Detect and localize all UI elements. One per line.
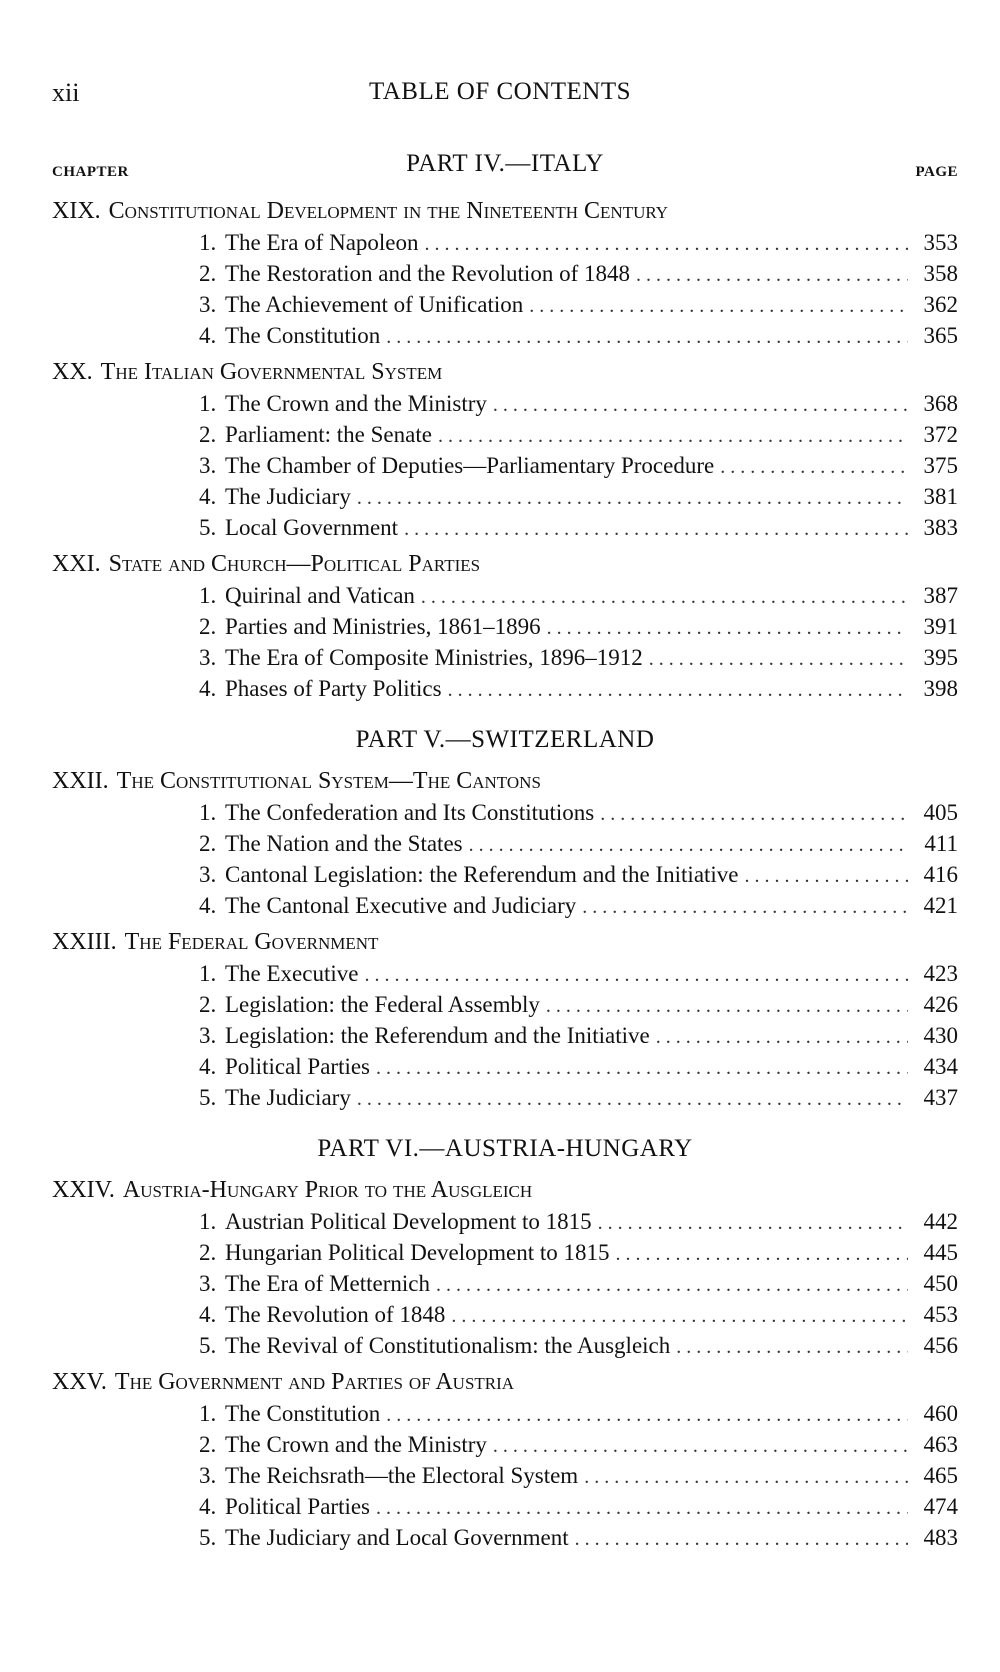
dot-leader — [357, 483, 908, 514]
chapter-number: XX. — [52, 359, 93, 385]
section-number: 2. — [199, 831, 217, 856]
section-page-number: 362 — [923, 292, 958, 317]
chapter-column-label: CHAPTER — [52, 164, 129, 180]
section-number: 1. — [199, 1401, 217, 1426]
chapter-heading — [52, 549, 958, 580]
section-number: 3. — [199, 292, 217, 317]
section-page-number: 353 — [923, 230, 958, 255]
section-page-number: 391 — [923, 614, 958, 639]
dot-leader — [745, 861, 908, 892]
part-title: PART VI.—AUSTRIA-HUNGARY — [317, 1135, 693, 1162]
dot-leader — [598, 1208, 908, 1239]
chapter-entry — [52, 357, 958, 543]
chapter-heading — [52, 196, 958, 227]
section-entry — [199, 1398, 958, 1429]
section-entry — [199, 958, 958, 989]
dot-leader — [436, 1270, 908, 1301]
dot-leader — [600, 799, 908, 830]
section-page-number: 358 — [923, 261, 958, 286]
section-entry — [199, 1491, 958, 1522]
section-title: Parliament: the Senate — [225, 422, 432, 447]
dot-leader — [493, 1431, 908, 1462]
dot-leader — [676, 1332, 908, 1363]
section-title: Austrian Political Development to 1815 — [225, 1209, 592, 1234]
section-title: The Judiciary — [225, 484, 351, 509]
section-number: 4. — [199, 323, 217, 348]
section-title: The Judiciary and Local Government — [225, 1525, 569, 1550]
column-header — [52, 150, 958, 190]
section-page-number: 368 — [923, 391, 958, 416]
section-title: Cantonal Legislation: the Referendum and the Initiative — [225, 862, 739, 887]
section-title: The Chamber of Deputies—Parliamentary Procedure — [225, 453, 715, 478]
chapter-number: XXV. — [52, 1369, 107, 1395]
section-title: The Reichsrath—the Electoral System — [225, 1463, 579, 1488]
section-number: 1. — [199, 230, 217, 255]
section-number: 4. — [199, 1494, 217, 1519]
section-page-number: 395 — [923, 645, 958, 670]
section-title: Legislation: the Referendum and the Initiative — [225, 1023, 650, 1048]
section-number: 2. — [199, 1240, 217, 1265]
chapter-entry — [52, 1175, 958, 1361]
section-title: The Achievement of Unification — [225, 292, 524, 317]
dot-leader — [582, 892, 908, 923]
section-entry — [199, 611, 958, 642]
section-page-number: 383 — [923, 515, 958, 540]
section-page-number: 375 — [923, 453, 958, 478]
section-page-number: 405 — [923, 800, 958, 825]
dot-leader — [438, 421, 908, 452]
dot-leader — [357, 1084, 908, 1115]
section-title: Phases of Party Politics — [225, 676, 442, 701]
chapter-title: Constitutional Development in the Nineteenth Century — [108, 198, 669, 224]
chapter-heading — [52, 927, 958, 958]
section-number: 2. — [199, 992, 217, 1017]
section-entry — [199, 450, 958, 481]
dot-leader — [546, 991, 908, 1022]
dot-leader — [421, 582, 908, 613]
section-page-number: 442 — [923, 1209, 958, 1234]
section-number: 2. — [199, 614, 217, 639]
section-title: The Restoration and the Revolution of 1848 — [225, 261, 630, 286]
chapter-number: XXI. — [52, 551, 101, 577]
section-number: 1. — [199, 961, 217, 986]
section-entry — [199, 673, 958, 704]
chapter-title: The Government and Parties of Austria — [114, 1369, 515, 1395]
dot-leader — [451, 1301, 908, 1332]
section-entry — [199, 258, 958, 289]
section-number: 4. — [199, 484, 217, 509]
section-page-number: 453 — [923, 1302, 958, 1327]
chapter-title: The Constitutional System—The Cantons — [116, 768, 541, 794]
section-entry — [199, 642, 958, 673]
chapter-number: XXIV. — [52, 1177, 115, 1203]
section-page-number: 398 — [923, 676, 958, 701]
chapter-heading — [52, 766, 958, 797]
part-title: PART V.—SWITZERLAND — [355, 726, 655, 753]
section-page-number: 437 — [923, 1085, 958, 1110]
chapter-entry — [52, 196, 958, 351]
section-number: 1. — [199, 391, 217, 416]
chapter-entry — [52, 766, 958, 921]
section-title: The Cantonal Executive and Judiciary — [225, 893, 577, 918]
section-entry — [199, 1299, 958, 1330]
dot-leader — [376, 1493, 908, 1524]
section-number: 4. — [199, 1054, 217, 1079]
dot-leader — [493, 390, 908, 421]
section-entry — [199, 1268, 958, 1299]
section-page-number: 372 — [923, 422, 958, 447]
section-entry — [199, 580, 958, 611]
dot-leader — [404, 514, 908, 545]
section-title: The Crown and the Ministry — [225, 1432, 487, 1457]
dot-leader — [636, 260, 908, 291]
dot-leader — [529, 291, 908, 322]
section-title: Parties and Ministries, 1861–1896 — [225, 614, 541, 639]
section-page-number: 483 — [923, 1525, 958, 1550]
section-page-number: 411 — [924, 831, 958, 856]
section-title: The Era of Napoleon — [225, 230, 419, 255]
table-of-contents — [52, 196, 958, 1553]
section-title: The Crown and the Ministry — [225, 391, 487, 416]
section-entry — [199, 1082, 958, 1113]
section-title: The Revival of Constitutionalism: the Ausgleich — [225, 1333, 671, 1358]
dot-leader — [575, 1524, 908, 1555]
section-entry — [199, 289, 958, 320]
section-title: The Era of Metternich — [225, 1271, 430, 1296]
section-number: 3. — [199, 862, 217, 887]
section-number: 2. — [199, 422, 217, 447]
section-page-number: 430 — [923, 1023, 958, 1048]
chapter-title: State and Church—Political Parties — [108, 551, 481, 577]
section-number: 4. — [199, 1302, 217, 1327]
section-entry — [199, 890, 958, 921]
dot-leader — [386, 1400, 908, 1431]
section-entry — [199, 1522, 958, 1553]
section-entry — [199, 1330, 958, 1361]
chapter-title: The Italian Governmental System — [100, 359, 443, 385]
section-number: 3. — [199, 1023, 217, 1048]
section-number: 3. — [199, 453, 217, 478]
section-number: 5. — [199, 1085, 217, 1110]
section-number: 3. — [199, 1463, 217, 1488]
section-entry — [199, 320, 958, 351]
section-entry — [199, 797, 958, 828]
dot-leader — [584, 1462, 908, 1493]
section-title: Legislation: the Federal Assembly — [225, 992, 540, 1017]
section-title: Local Government — [225, 515, 399, 540]
section-page-number: 465 — [923, 1463, 958, 1488]
section-number: 5. — [199, 1525, 217, 1550]
dot-leader — [469, 830, 908, 861]
chapter-heading — [52, 1175, 958, 1206]
section-title: Hungarian Political Development to 1815 — [225, 1240, 610, 1265]
section-title: The Nation and the States — [225, 831, 463, 856]
chapter-entry — [52, 549, 958, 704]
section-number: 4. — [199, 893, 217, 918]
chapter-entry — [52, 1367, 958, 1553]
section-number: 2. — [199, 261, 217, 286]
section-entry — [199, 828, 958, 859]
section-page-number: 365 — [923, 323, 958, 348]
section-page-number: 456 — [923, 1333, 958, 1358]
dot-leader — [616, 1239, 908, 1270]
chapter-entry — [52, 927, 958, 1113]
section-title: Quirinal and Vatican — [225, 583, 415, 608]
running-head — [52, 78, 948, 118]
section-number: 3. — [199, 1271, 217, 1296]
section-page-number: 474 — [923, 1494, 958, 1519]
page-title: TABLE OF CONTENTS — [368, 78, 632, 105]
section-number: 1. — [199, 1209, 217, 1234]
section-entry — [199, 1460, 958, 1491]
part-title: PART IV.—ITALY — [406, 150, 604, 177]
section-title: The Judiciary — [225, 1085, 351, 1110]
dot-leader — [425, 229, 908, 260]
section-entry — [199, 388, 958, 419]
dot-leader — [547, 613, 908, 644]
section-page-number: 421 — [923, 893, 958, 918]
section-entry — [199, 859, 958, 890]
section-title: Political Parties — [225, 1494, 371, 1519]
section-title: The Executive — [225, 961, 359, 986]
section-page-number: 381 — [923, 484, 958, 509]
dot-leader — [386, 322, 908, 353]
section-entry — [199, 989, 958, 1020]
chapter-title: Austria-Hungary Prior to the Ausgleich — [122, 1177, 533, 1203]
chapter-number: XIX. — [52, 198, 101, 224]
section-page-number: 434 — [923, 1054, 958, 1079]
section-number: 2. — [199, 1432, 217, 1457]
chapter-title: The Federal Government — [124, 929, 379, 955]
section-page-number: 423 — [923, 961, 958, 986]
section-entry — [199, 1020, 958, 1051]
section-page-number: 460 — [923, 1401, 958, 1426]
dot-leader — [364, 960, 908, 991]
chapter-number: XXII. — [52, 768, 109, 794]
section-page-number: 450 — [923, 1271, 958, 1296]
page-folio: xii — [52, 78, 80, 107]
section-title: The Constitution — [225, 1401, 381, 1426]
section-number: 5. — [199, 515, 217, 540]
section-title: Political Parties — [225, 1054, 371, 1079]
dot-leader — [376, 1053, 908, 1084]
section-entry — [199, 1429, 958, 1460]
section-entry — [199, 481, 958, 512]
section-entry — [199, 419, 958, 450]
dot-leader — [649, 644, 908, 675]
section-entry — [199, 1206, 958, 1237]
section-page-number: 463 — [923, 1432, 958, 1457]
section-number: 1. — [199, 800, 217, 825]
section-entry — [199, 227, 958, 258]
section-number: 5. — [199, 1333, 217, 1358]
chapter-number: XXIII. — [52, 929, 117, 955]
section-entry — [199, 1051, 958, 1082]
section-title: The Constitution — [225, 323, 381, 348]
chapter-heading — [52, 1367, 958, 1398]
section-page-number: 416 — [923, 862, 958, 887]
section-number: 4. — [199, 676, 217, 701]
page-column-label: PAGE — [915, 164, 958, 180]
chapter-heading — [52, 357, 958, 388]
section-entry — [199, 1237, 958, 1268]
section-title: The Revolution of 1848 — [225, 1302, 446, 1327]
section-number: 1. — [199, 583, 217, 608]
section-page-number: 387 — [923, 583, 958, 608]
section-page-number: 445 — [923, 1240, 958, 1265]
section-entry — [199, 512, 958, 543]
dot-leader — [720, 452, 908, 483]
section-title: The Confederation and Its Constitutions — [225, 800, 595, 825]
dot-leader — [448, 675, 908, 706]
dot-leader — [656, 1022, 908, 1053]
section-title: The Era of Composite Ministries, 1896–1912 — [225, 645, 643, 670]
section-number: 3. — [199, 645, 217, 670]
section-page-number: 426 — [923, 992, 958, 1017]
